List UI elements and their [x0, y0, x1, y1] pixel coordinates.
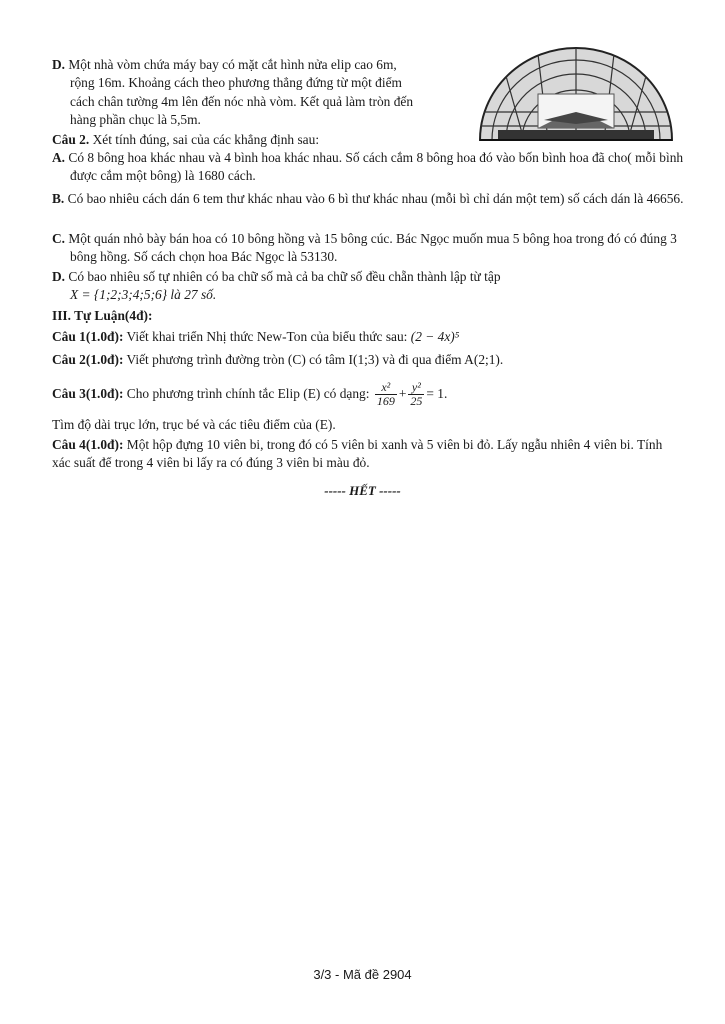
- option-text: Có 8 bông hoa khác nhau và 4 bình hoa khác nhau. Số cách cắm 8 bông hoa đó vào bốn bình hoa đã cho( mỗi bình được cắm một bông) là 1680 cách.: [68, 150, 684, 184]
- question-label: Câu 1(1.0đ):: [52, 329, 124, 344]
- question-label: Câu 3(1.0đ):: [52, 386, 124, 401]
- binomial-expression: (2 − 4x)⁵: [410, 329, 460, 344]
- option-label: A.: [52, 150, 66, 165]
- question2-option-d: [52, 268, 670, 305]
- question-label: Câu 4(1.0đ):: [52, 437, 124, 452]
- question-text: Xét tính đúng, sai của các khẳng định sau:: [92, 132, 320, 147]
- fraction-denominator: 25: [410, 394, 423, 409]
- option-text-line3: cách chân tường 4m lên đến nóc nhà vòm. Kết quả làm tròn đến: [70, 93, 414, 109]
- option-text: Một quán nhỏ bày bán hoa có 10 bông hồng và 15 bông cúc. Bác Ngọc muốn mua 5 bông hoa trong đó có đúng 3 bông hồng. Số cách chọn hoa Bác Ngọc là 53130.: [68, 231, 677, 265]
- question-text: Viết phương trình đường tròn (C) có tâm I(1;3) và đi qua điểm A(2;1).: [126, 352, 504, 367]
- option-text-line4: hàng phần chục là 5,5m.: [70, 112, 201, 128]
- question2-header: [52, 131, 670, 149]
- question-text: Viết khai triển Nhị thức New-Ton của biểu thức sau:: [126, 329, 408, 344]
- option-label: C.: [52, 231, 66, 246]
- question-text: Cho phương trình chính tắc Elip (E) có dạng:: [126, 386, 370, 401]
- question-label: Câu 2(1.0đ):: [52, 352, 124, 367]
- option-label: D.: [52, 269, 66, 284]
- option-text: Có bao nhiêu cách dán 6 tem thư khác nhau vào 6 bì thư khác nhau (mỗi bì chỉ dán một tem) số cách dán là 46656.: [67, 191, 684, 206]
- fraction-x: [375, 381, 397, 408]
- option-label: D.: [52, 57, 66, 72]
- fraction-denominator: 169: [376, 394, 395, 409]
- fraction-numerator: y²: [408, 381, 424, 395]
- equals-one: = 1.: [426, 386, 448, 401]
- option-text-line2: X = {1;2;3;4;5;6} là 27 số.: [70, 287, 217, 303]
- option-text-line2: rộng 16m. Khoảng cách theo phương thẳng đứng từ một điểm: [70, 75, 402, 91]
- option-text-line1: Có bao nhiêu số tự nhiên có ba chữ số mà cả ba chữ số đều chẵn thành lập từ tập: [68, 269, 501, 284]
- fraction-y: [408, 381, 424, 408]
- essay-question3: [52, 378, 670, 410]
- question-label: Câu 2.: [52, 132, 90, 147]
- question2-option-b: [52, 190, 688, 208]
- essay-question4: [52, 436, 670, 473]
- page-footer: 3/3 - Mã đề 2904: [313, 967, 412, 982]
- essay-question3-line2: Tìm độ dài trục lớn, trục bé và các tiêu điểm của (E).: [52, 417, 336, 432]
- part3-title: III. Tự Luận(4đ):: [52, 308, 153, 323]
- option-text-line1: Một nhà vòm chứa máy bay có mặt cắt hình nửa elip cao 6m,: [68, 57, 397, 72]
- plus-sign: +: [398, 386, 407, 401]
- end-mark: ----- HẾT -----: [324, 483, 401, 498]
- question2-option-c: [52, 230, 688, 267]
- option-label: B.: [52, 191, 65, 206]
- essay-question1: [52, 328, 670, 346]
- hangar-illustration: [478, 46, 674, 142]
- fraction-numerator: x²: [375, 381, 397, 395]
- essay-question2: [52, 351, 670, 369]
- question-text: Một hộp đựng 10 viên bi, trong đó có 5 viên bi xanh và 5 viên bi đỏ. Lấy ngẫu nhiên 4 viên bi. Tính xác suất để trong 4 viên bi lấy ra có đúng 3 viên bi màu đỏ.: [52, 437, 663, 471]
- question2-option-a: [52, 149, 688, 186]
- question1-option-d: [52, 56, 472, 130]
